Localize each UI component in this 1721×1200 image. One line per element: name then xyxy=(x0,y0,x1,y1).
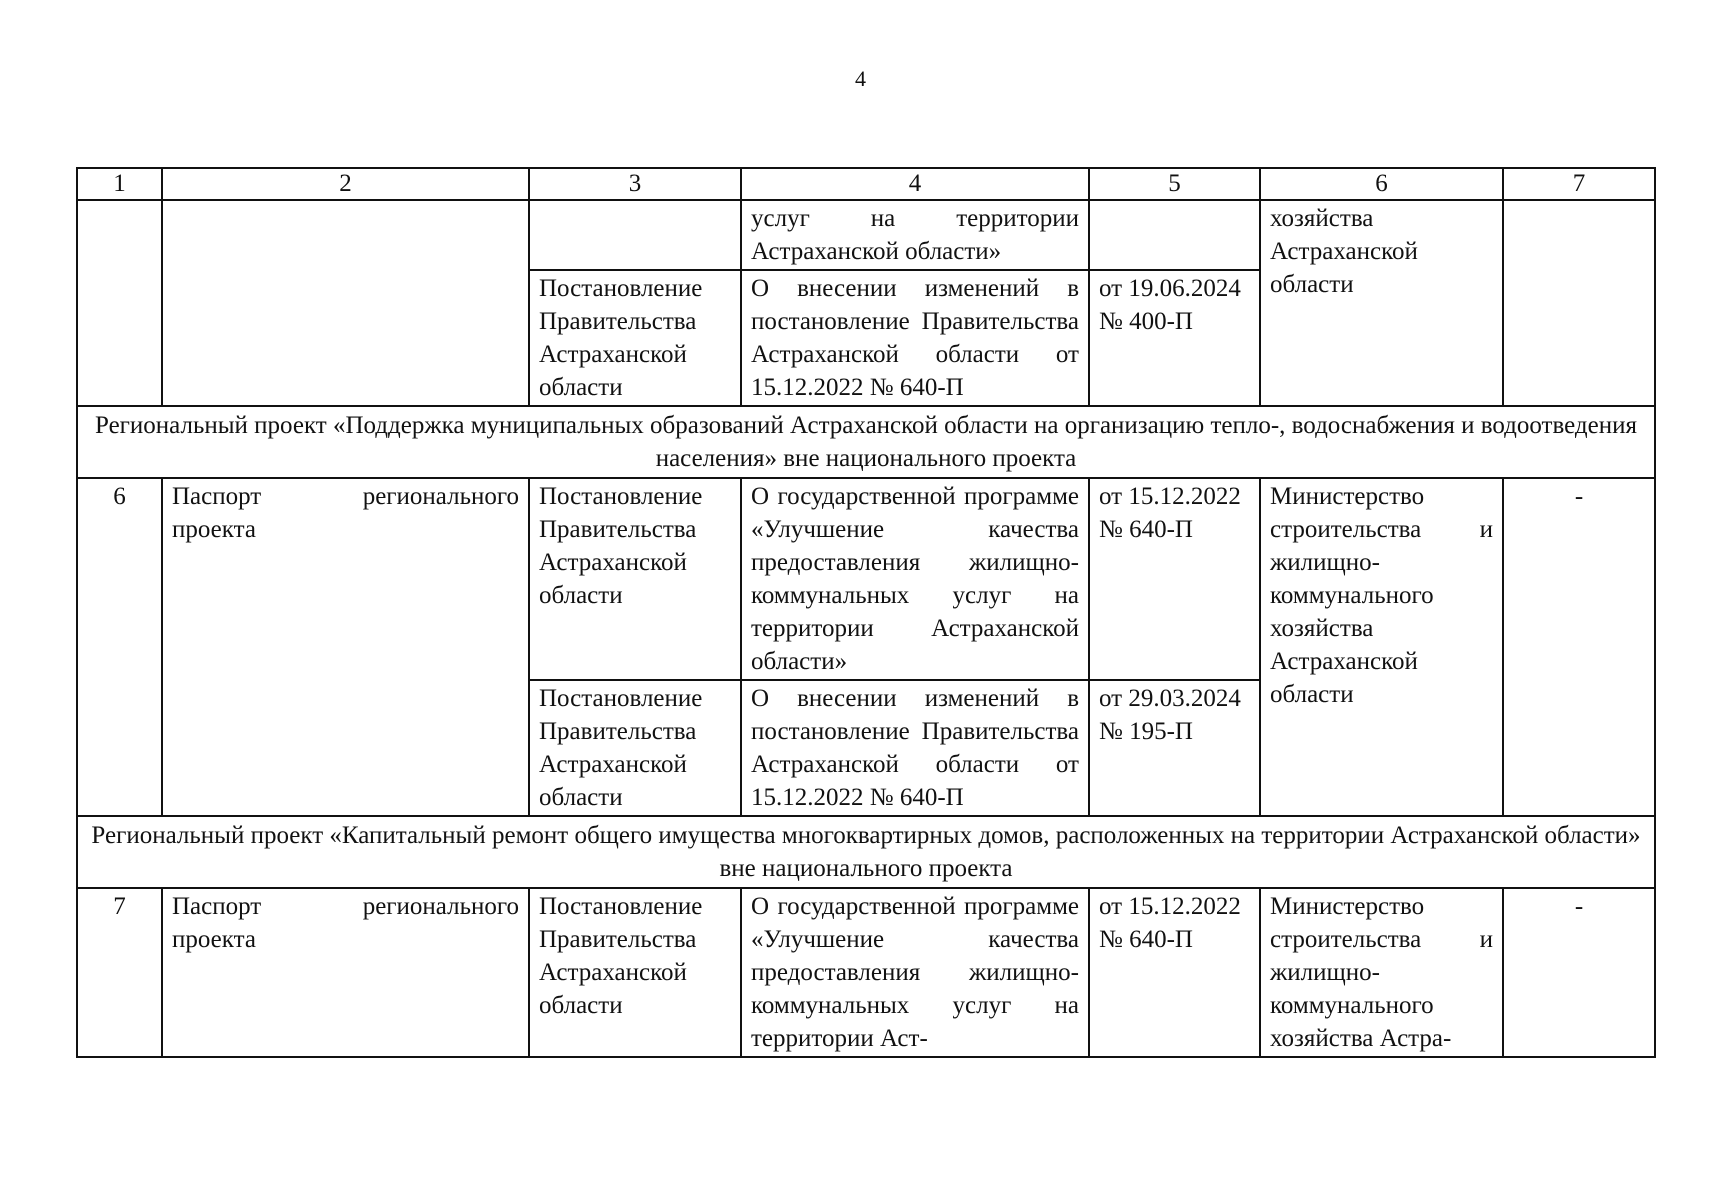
document-name-word: проекта xyxy=(172,926,256,953)
cont-c5-cell xyxy=(1089,200,1260,270)
cont-c3-cell xyxy=(529,200,741,270)
col-header-3: 3 xyxy=(529,168,741,200)
cont-num-cell xyxy=(77,200,162,406)
responsible-body-cell: Министерство строительства и жилищно-коммунального хозяйства Астра- xyxy=(1260,888,1503,1057)
responsible-body-cell: Министерство строительства и жилищно-коммунального хозяйства Астраханской области xyxy=(1260,478,1503,816)
act-title-cell: О государственной программе «Улучшение качества предоставления жилищно-коммунальных услуг на территории Астраханской области» xyxy=(741,478,1089,680)
col-header-1: 1 xyxy=(77,168,162,200)
page-number: 4 xyxy=(855,66,866,91)
act-date-cell: от 29.03.2024 № 195-П xyxy=(1089,680,1260,816)
note-cell: - xyxy=(1503,478,1655,816)
col-header-4: 4 xyxy=(741,168,1089,200)
col-header-7: 7 xyxy=(1503,168,1655,200)
table-row xyxy=(77,888,1655,1057)
act-type-cell: Постановление Правительства Астраханской области xyxy=(529,888,741,1057)
col-header-5: 5 xyxy=(1089,168,1260,200)
table-row xyxy=(77,200,1655,270)
section-heading: Региональный проект «Поддержка муниципальных образований Астраханской области на организацию тепло-, водоснабжения и водоотведения населения» вне национального проекта xyxy=(77,406,1655,478)
act-date-cell: от 15.12.2022 № 640-П xyxy=(1089,478,1260,680)
col-header-2: 2 xyxy=(162,168,529,200)
act-type-cell: Постановление Правительства Астраханской области xyxy=(529,680,741,816)
section-heading: Региональный проект «Капитальный ремонт общего имущества многоквартирных домов, расположенных на территории Астраханской области» вне национального проекта xyxy=(77,816,1655,888)
document-name-word: Паспорт xyxy=(172,483,262,510)
cont-c6-cell: хозяйства Астраханской области xyxy=(1260,200,1503,406)
act-title-cell: О внесении изменений в постановление Правительства Астраханской области от 15.12.2022 № 640-П xyxy=(741,680,1089,816)
document-name-word: Паспорт xyxy=(172,893,262,920)
cont-act-date-cell: от 19.06.2024 № 400-П xyxy=(1089,270,1260,406)
act-title-cell: О государственной программе «Улучшение качества предоставления жилищно-коммунальных услуг на территории Аст- xyxy=(741,888,1089,1057)
section-heading-row xyxy=(77,816,1655,888)
table-row xyxy=(77,478,1655,680)
cont-act-title-cell: О внесении изменений в постановление Правительства Астраханской области от 15.12.2022 № 640-П xyxy=(741,270,1089,406)
cont-doc-cell xyxy=(162,200,529,406)
document-table xyxy=(76,167,1656,1058)
table-header-row xyxy=(77,168,1655,200)
act-type-cell: Постановление Правительства Астраханской области xyxy=(529,478,741,680)
document-name-word: регионального xyxy=(362,893,519,920)
cont-c4-cell: услуг на территории Астраханской области» xyxy=(741,200,1089,270)
row-number: 7 xyxy=(77,888,162,1057)
note-cell: - xyxy=(1503,888,1655,1057)
document-name-word: проекта xyxy=(172,516,256,543)
document-name-word: регионального xyxy=(362,483,519,510)
col-header-6: 6 xyxy=(1260,168,1503,200)
document-name-cell xyxy=(162,888,529,1057)
cont-c7-cell xyxy=(1503,200,1655,406)
document-name-cell xyxy=(162,478,529,816)
section-heading-row xyxy=(77,406,1655,478)
act-date-cell: от 15.12.2022 № 640-П xyxy=(1089,888,1260,1057)
cont-act-type-cell: Постановление Правительства Астраханской области xyxy=(529,270,741,406)
row-number: 6 xyxy=(77,478,162,816)
